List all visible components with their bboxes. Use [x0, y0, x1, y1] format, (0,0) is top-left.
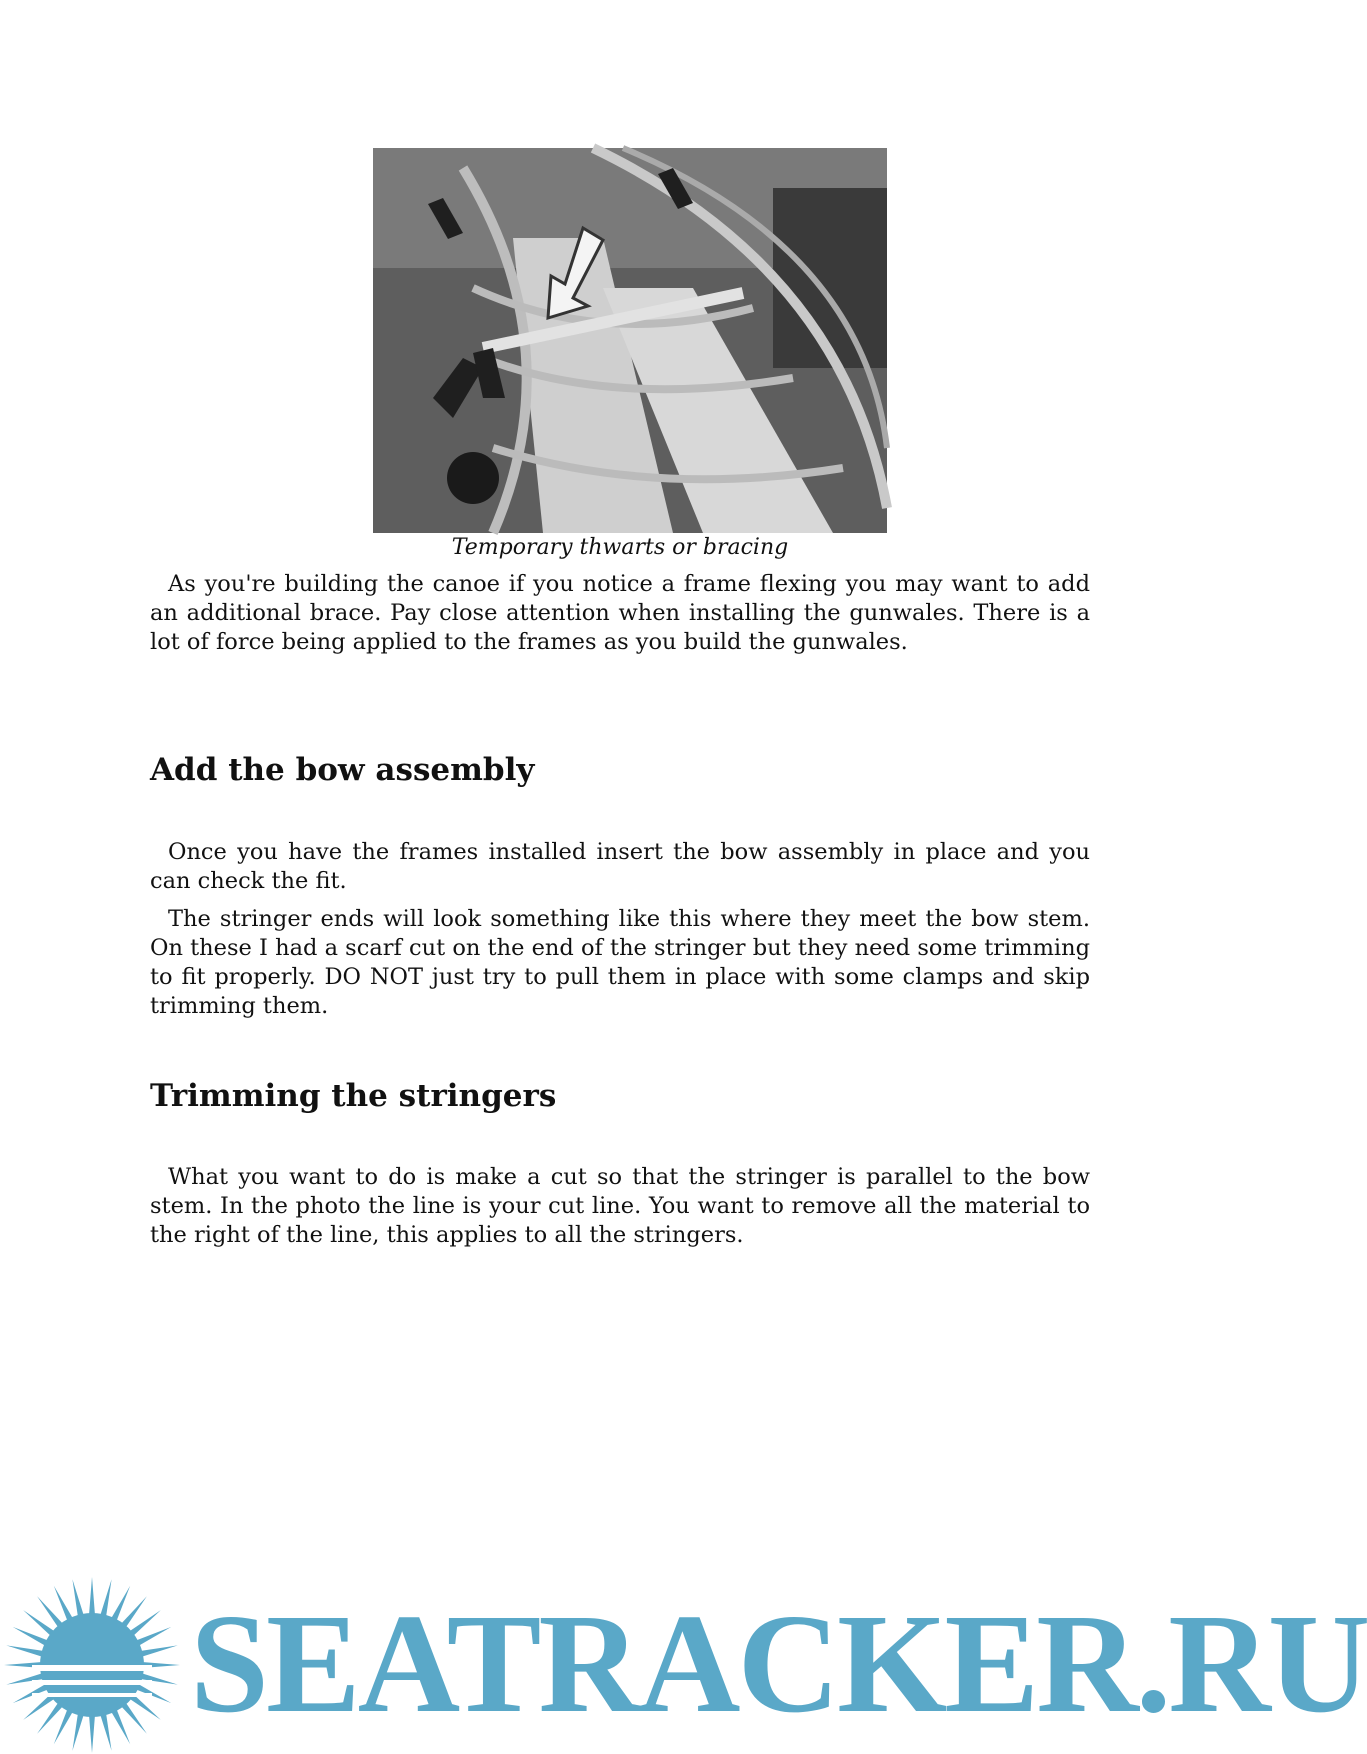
canoe-frame-photo: [373, 148, 887, 533]
sun-ray: [13, 1627, 49, 1646]
sun-ray: [140, 1645, 178, 1656]
sun-ray: [72, 1713, 83, 1751]
canoe-frame-illustration: [373, 148, 887, 533]
sun-ray: [89, 1577, 95, 1615]
paragraph-bow-fit: Once you have the frames installed insert the bow assembly in place and you can check the fit.: [150, 839, 1090, 894]
sun-ray: [89, 1715, 95, 1753]
sun-logo-icon: [2, 1570, 182, 1754]
heading-add-bow-assembly: Add the bow assembly: [150, 752, 535, 788]
heading-trimming-stringers: Trimming the stringers: [150, 1078, 557, 1114]
sun-ray: [111, 1586, 130, 1622]
sun-ray: [72, 1579, 83, 1617]
sun-ray: [100, 1579, 111, 1617]
sun-ray: [100, 1713, 111, 1751]
watermark-text: SEATRACKER.RU: [190, 1584, 1367, 1742]
sun-ray: [54, 1586, 73, 1622]
sun-ray: [6, 1645, 44, 1656]
paragraph-brace: As you're building the canoe if you notice a frame flexing you may want to add an additional brace. Pay close attention when installing the gunwales. There is a lot of force being applied to the frames as you build the gunwales.: [150, 571, 1090, 655]
sun-ray: [136, 1627, 172, 1646]
paragraph-stringer-ends: The stringer ends will look something like this where they meet the bow stem. On these I had a scarf cut on the end of the stringer but they need some trimming to fit properly. DO NOT just try to pull them in place with some clamps and skip trimming them.: [150, 906, 1090, 1019]
sun-ray: [111, 1709, 130, 1745]
sun-ray: [54, 1709, 73, 1745]
photo-caption: Temporary thwarts or bracing: [451, 535, 789, 560]
paragraph-cut-line: What you want to do is make a cut so that the stringer is parallel to the bow stem. In the photo the line is your cut line. You want to remove all the material to the right of the line, this applies to all the stringers.: [150, 1164, 1090, 1248]
